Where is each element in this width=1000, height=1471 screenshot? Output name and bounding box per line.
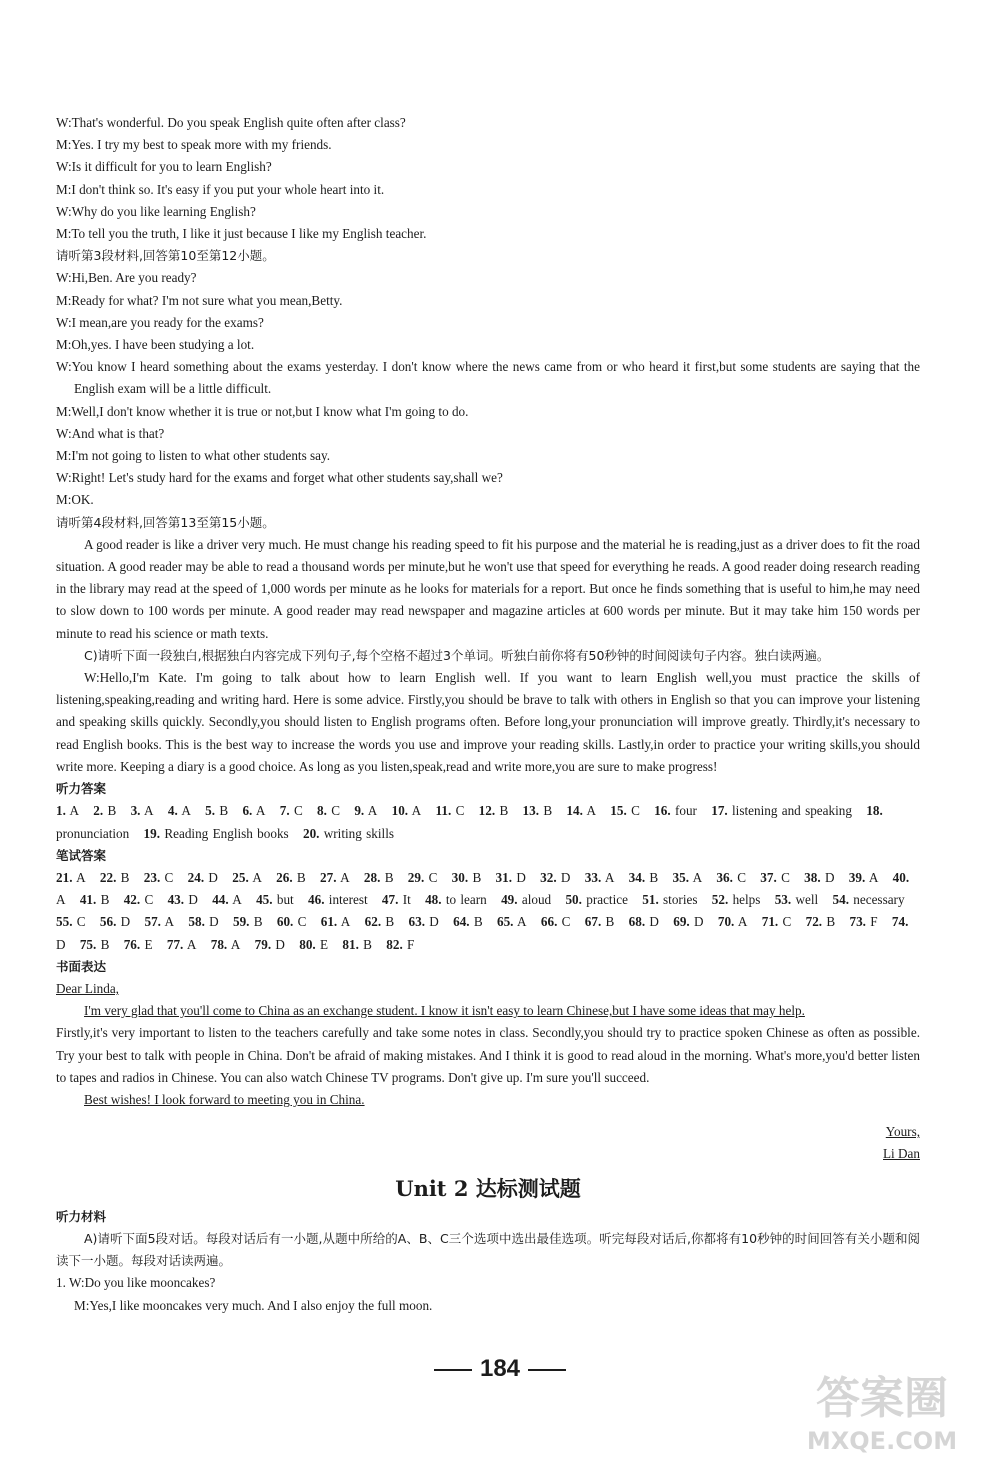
answer-value: B xyxy=(100,936,110,952)
dialogue-3 xyxy=(56,267,920,511)
answer-number: 68. xyxy=(628,914,646,930)
dialogue-line: W:That's wonderful. Do you speak English quite often after class? xyxy=(56,115,406,130)
answer-item xyxy=(277,914,307,929)
answer-number: 4. xyxy=(167,803,178,819)
answer-item xyxy=(804,870,834,885)
answer-item xyxy=(299,937,328,952)
dialogue-1 xyxy=(56,112,920,245)
answer-value: B xyxy=(253,914,263,930)
answer-item xyxy=(849,870,879,885)
answer-number: 31. xyxy=(495,869,513,885)
answer-item xyxy=(131,803,154,818)
answer-value: D xyxy=(56,936,66,952)
answer-item xyxy=(354,803,377,818)
answer-item xyxy=(364,870,394,885)
answer-item xyxy=(453,914,483,929)
answer-item xyxy=(188,914,218,929)
answer-value: A xyxy=(181,803,191,819)
page-number: 184 xyxy=(479,1355,521,1382)
answer-item xyxy=(629,870,659,885)
answer-item xyxy=(93,803,116,818)
page-number-dash-left xyxy=(434,1369,472,1371)
answer-number: 78. xyxy=(210,936,228,952)
answer-number: 5. xyxy=(205,803,216,819)
answer-item xyxy=(321,914,351,929)
answer-value: It xyxy=(402,892,411,908)
answer-number: 64. xyxy=(453,914,470,930)
watermark-logo xyxy=(782,1351,982,1461)
answer-item xyxy=(280,803,303,818)
answer-number: 66. xyxy=(540,914,558,930)
answer-number: 73. xyxy=(849,914,866,930)
answer-number: 28. xyxy=(363,869,381,885)
answer-number: 48. xyxy=(425,892,442,908)
answer-value: D xyxy=(694,914,704,930)
answer-item xyxy=(320,870,350,885)
instruction-4: 请听第4段材料,回答第13至第15小题。 xyxy=(56,514,275,530)
answer-number: 65. xyxy=(496,914,514,930)
answer-item xyxy=(629,914,659,929)
answer-item xyxy=(408,870,438,885)
answer-item xyxy=(718,914,748,929)
answer-number: 61. xyxy=(320,914,338,930)
answer-number: 58. xyxy=(188,914,205,930)
answer-number: 2. xyxy=(93,803,104,819)
answer-number: 75. xyxy=(79,936,97,952)
answer-number: 10. xyxy=(391,803,409,819)
answer-value: B xyxy=(384,869,394,885)
answer-number: 9. xyxy=(354,803,365,819)
answer-number: 18. xyxy=(866,803,883,819)
answer-item xyxy=(523,803,553,818)
answer-value: B xyxy=(120,869,130,885)
answer-value: A xyxy=(164,914,175,930)
answer-item xyxy=(833,892,905,907)
dialogue-line: W:I mean,are you ready for the exams? xyxy=(56,314,264,330)
answer-number: 8. xyxy=(317,803,327,819)
answer-number: 56. xyxy=(99,914,117,930)
answer-number: 42. xyxy=(123,892,141,908)
answer-number: 60. xyxy=(276,914,294,930)
answer-value: A xyxy=(144,803,154,819)
answer-item xyxy=(497,914,527,929)
answer-number: 17. xyxy=(711,803,728,819)
dialogue-line: W:You know I heard something about the exams yesterday. I don't know where the news came from or who heard it first,but some students are saying that the English exam will be a little difficult. xyxy=(56,359,920,397)
answer-item xyxy=(188,870,218,885)
answer-number: 24. xyxy=(187,869,205,885)
answer-item xyxy=(242,803,265,818)
unit-question-1: 1. W:Do you like mooncakes? xyxy=(56,1275,216,1291)
writing-heading: 书面表达 xyxy=(56,958,107,974)
answer-number: 74. xyxy=(891,914,909,930)
answer-number: 77. xyxy=(166,936,184,952)
dialogue-line: M:I'm not going to listen to what other students say. xyxy=(56,448,331,464)
written-answers-heading: 笔试答案 xyxy=(56,847,107,863)
answer-number: 38. xyxy=(804,869,821,885)
answer-value: B xyxy=(219,803,229,819)
answer-value: D xyxy=(649,914,659,930)
answer-number: 76. xyxy=(123,936,141,952)
unit-instruction: A)请听下面5段对话。每段对话后有一小题,从题中所给的A、B、C三个选项中选出最佳选项。听完每段对话后,你都将有10秒钟的时间回答有关小题和阅读下一小题。每段对话读两遍。 xyxy=(56,1230,920,1269)
dialogue-line: W:Hi,Ben. Are you ready? xyxy=(56,270,197,286)
dialogue-line: W:Right! Let's study hard for the exams and forget what other students say,shall we? xyxy=(56,470,503,486)
listening-answers-heading: 听力答案 xyxy=(56,781,107,797)
answer-number: 79. xyxy=(254,936,272,952)
answer-item xyxy=(56,870,86,885)
answer-value: A xyxy=(56,892,66,908)
answer-item xyxy=(168,892,198,907)
answer-item xyxy=(760,870,790,885)
instruction-c: C)请听下面一段独白,根据独白内容完成下列句子,每个空格不超过3个单词。听独白前你将有50秒钟的时间阅读句子内容。独白读两遍。 xyxy=(84,647,830,663)
dialogue-line: W:And what is that? xyxy=(56,425,165,441)
answer-value: to learn xyxy=(445,892,487,908)
answer-value: B xyxy=(472,869,482,885)
answer-value: A xyxy=(232,892,242,908)
answer-number: 3. xyxy=(130,803,141,819)
answer-value: B xyxy=(649,869,659,885)
answer-item xyxy=(425,892,487,907)
answer-item xyxy=(80,937,110,952)
answer-value: listening and speaking xyxy=(732,803,852,819)
answer-number: 32. xyxy=(540,869,557,885)
answer-item xyxy=(585,870,615,885)
answer-value: C xyxy=(331,803,341,819)
answer-number: 50. xyxy=(565,892,582,908)
letter-opening: I'm very glad that you'll come to China as an exchange student. I know it isn't easy to learn Chinese,but I have some ideas that may help. xyxy=(84,1003,805,1019)
answer-value: D xyxy=(824,869,835,885)
answer-item xyxy=(452,870,482,885)
answer-item xyxy=(144,914,174,929)
answer-item xyxy=(501,892,551,907)
answer-item xyxy=(565,892,628,907)
answer-value: C xyxy=(428,869,438,885)
answer-number: 41. xyxy=(79,892,97,908)
answer-item xyxy=(167,937,197,952)
answer-value: Reading English books xyxy=(164,825,289,841)
letter-body: Firstly,it's very important to listen to the teachers carefully and take some notes in class. Secondly,you should try to practice spoken Chinese as often as possible. Try your best to talk with people in China. Don't be afraid of making mistakes. And I think it is good to read aloud in the morning. What's more,you'd better listen to tapes and radios in Chinese. You can also watch Chinese TV programs. Don't give up. I'm sure you'll succeed. xyxy=(56,1025,920,1085)
instruction-3: 请听第3段材料,回答第10至第12小题。 xyxy=(56,248,275,264)
answer-number: 59. xyxy=(232,914,250,930)
answer-item xyxy=(255,937,285,952)
answer-value: A xyxy=(411,803,422,819)
answer-item xyxy=(56,914,86,929)
answer-number: 11. xyxy=(435,803,452,819)
answer-value: A xyxy=(186,936,197,952)
answer-number: 27. xyxy=(320,869,337,885)
letter xyxy=(56,978,920,1166)
answer-item xyxy=(144,870,174,885)
answer-value: B xyxy=(363,936,372,952)
answer-value: D xyxy=(188,892,198,908)
answer-number: 47. xyxy=(381,892,399,908)
answer-item xyxy=(654,803,697,818)
answer-number: 80. xyxy=(299,936,316,952)
answer-number: 30. xyxy=(451,869,469,885)
answer-number: 16. xyxy=(654,803,671,819)
answer-value: F xyxy=(407,936,415,952)
watermark-cn: 答案圈 xyxy=(816,1373,948,1424)
answer-value: A xyxy=(230,936,241,952)
letter-sign-yours: Yours, xyxy=(885,1124,920,1140)
answer-number: 37. xyxy=(760,869,777,885)
answer-value: A xyxy=(692,869,703,885)
letter-greeting: Dear Linda, xyxy=(56,980,119,996)
answer-value: pronunciation xyxy=(56,825,130,841)
answer-number: 52. xyxy=(711,892,729,908)
answer-item xyxy=(673,914,703,929)
answer-number: 12. xyxy=(478,803,496,819)
answer-number: 71. xyxy=(761,914,779,930)
passage-4: A good reader is like a driver very much. He must change his reading speed to fit his purpose and the material he is reading,just as a driver does to fit the road situation. A good reader may be able to read a thousand words per minute,but he won't use that speed for everything he reads. A good reader doing research reading in the library may read at the speed of 1,000 words per minute as he looks for materials for a report. But once he finds something that is useful to him,he may need to slow down to 100 words per minute. A good reader may read newspaper and magazine articles at 600 words per minute. But it may take him 150 words per minute to read his science or math texts. xyxy=(56,536,920,641)
answer-value: A xyxy=(340,869,350,885)
answer-value: B xyxy=(543,803,553,819)
answer-value: B xyxy=(385,914,395,930)
answer-number: 7. xyxy=(279,803,290,819)
answer-item xyxy=(256,892,294,907)
answer-value: B xyxy=(100,892,110,908)
answer-number: 69. xyxy=(673,914,690,930)
answer-item xyxy=(317,803,340,818)
answer-number: 23. xyxy=(143,869,161,885)
monologue: W:Hello,I'm Kate. I'm going to talk about how to learn English well. If you want to learn English well,you must practice the skills of listening,speaking,reading and writing hard. Here is some advice. Firstly,you should be brave to talk with others in English so that you can improve your listening and speaking skills quickly. Secondly,you should listen to English programs often. Before long,your pronunciation will improve greatly. Thirdly,it's necessary to read English books. This is the best way to increase the words you use and improve your reading skills. Lastly,in order to practice your writing skills,you should write more. Keeping a diary is a good choice. As long as you listen,speak,read and write more,you are sure to make progress! xyxy=(56,670,920,774)
letter-closing: Best wishes! I look forward to meeting you in China. xyxy=(84,1091,365,1107)
answer-item xyxy=(849,914,877,929)
answer-value: B xyxy=(499,803,509,819)
answer-item xyxy=(806,914,836,929)
answer-value: F xyxy=(870,914,878,930)
answer-value: practice xyxy=(586,892,628,908)
dialogue-line: W:Is it difficult for you to learn English? xyxy=(56,159,272,175)
answer-number: 62. xyxy=(364,914,382,930)
answer-value: C xyxy=(455,803,465,819)
answer-item xyxy=(762,914,792,929)
answer-number: 54. xyxy=(832,892,849,908)
answer-item xyxy=(212,892,242,907)
letter-sign-name: Li Dan xyxy=(883,1146,920,1162)
answer-value: C xyxy=(561,914,571,930)
answer-value: C xyxy=(631,803,640,819)
answer-value: aloud xyxy=(521,892,552,908)
unit-question-1-reply: M:Yes,I like mooncakes very much. And I also enjoy the full moon. xyxy=(74,1297,433,1313)
answer-item xyxy=(211,937,241,952)
answer-value: A xyxy=(517,914,527,930)
unit-heading: 听力材料 xyxy=(56,1208,107,1224)
answer-number: 6. xyxy=(242,803,253,819)
answer-value: C xyxy=(144,892,154,908)
answer-value: D xyxy=(560,869,571,885)
answer-number: 22. xyxy=(99,869,117,885)
answer-item xyxy=(392,803,422,818)
dialogue-line: M:To tell you the truth, I like it just because I like my English teacher. xyxy=(56,226,427,242)
answer-number: 40. xyxy=(892,869,910,885)
answer-item xyxy=(716,870,746,885)
answer-value: C xyxy=(781,869,790,885)
answer-number: 35. xyxy=(672,869,689,885)
answer-number: 55. xyxy=(56,914,73,930)
answer-number: 81. xyxy=(342,936,359,952)
answer-number: 45. xyxy=(256,892,273,908)
answer-item xyxy=(566,803,596,818)
answer-item xyxy=(642,892,697,907)
answer-value: necessary xyxy=(853,892,905,908)
answer-item xyxy=(276,870,306,885)
answer-value: A xyxy=(340,914,351,930)
answer-number: 46. xyxy=(308,892,325,908)
answer-number: 70. xyxy=(717,914,735,930)
dialogue-line: M:Ready for what? I'm not sure what you mean,Betty. xyxy=(56,292,343,308)
answer-value: D xyxy=(208,869,218,885)
listening-answers xyxy=(56,800,920,844)
answer-value: helps xyxy=(732,892,761,908)
answer-number: 57. xyxy=(144,914,161,930)
answer-number: 51. xyxy=(642,892,659,908)
answer-value: D xyxy=(275,936,285,952)
page-number-dash-right xyxy=(528,1369,566,1371)
answer-value: B xyxy=(605,914,615,930)
answer-value: A xyxy=(586,803,596,819)
answer-item xyxy=(342,937,372,952)
answer-item xyxy=(673,870,703,885)
dialogue-line: M:Yes. I try my best to speak more with my friends. xyxy=(56,137,332,153)
answer-item xyxy=(540,870,570,885)
dialogue-line: M:OK. xyxy=(56,492,94,508)
answer-item xyxy=(100,870,130,885)
answer-item xyxy=(711,803,852,818)
unit-title: Unit 2 达标测试题 xyxy=(395,1175,581,1201)
answer-number: 29. xyxy=(407,869,425,885)
answer-item xyxy=(124,937,153,952)
answer-value: B xyxy=(107,803,117,819)
answer-number: 26. xyxy=(276,869,293,885)
answer-value: C xyxy=(164,869,174,885)
answer-item xyxy=(775,892,819,907)
dialogue-line: M:Well,I don't know whether it is true or not,but I know what I'm going to do. xyxy=(56,403,469,419)
answer-number: 20. xyxy=(302,825,320,841)
answer-value: B xyxy=(826,914,836,930)
answer-value: B xyxy=(473,914,483,930)
answer-item xyxy=(436,803,465,818)
answer-item xyxy=(308,892,368,907)
answer-item xyxy=(56,803,79,818)
answer-item xyxy=(365,914,395,929)
answer-number: 15. xyxy=(610,803,627,819)
answer-number: 36. xyxy=(716,869,733,885)
answer-number: 14. xyxy=(566,803,583,819)
answer-value: C xyxy=(297,914,307,930)
answer-item xyxy=(100,914,130,929)
answer-number: 19. xyxy=(143,825,161,841)
answer-value: but xyxy=(276,892,294,908)
dialogue-line: M:I don't think so. It's easy if you put your whole heart into it. xyxy=(56,181,385,197)
answer-item xyxy=(585,914,615,929)
answer-item xyxy=(479,803,509,818)
answer-number: 25. xyxy=(232,869,249,885)
answer-value: interest xyxy=(328,892,368,908)
answer-value: writing skills xyxy=(323,825,395,841)
answer-value: D xyxy=(516,869,526,885)
answer-value: E xyxy=(320,936,329,952)
answer-item xyxy=(712,892,761,907)
answer-item xyxy=(496,870,526,885)
answer-item xyxy=(80,892,110,907)
answer-item xyxy=(303,826,394,841)
answer-number: 33. xyxy=(584,869,602,885)
answer-value: A xyxy=(76,869,86,885)
written-answers xyxy=(56,867,920,956)
answer-number: 49. xyxy=(501,892,518,908)
answer-value: B xyxy=(296,869,306,885)
answer-number: 34. xyxy=(628,869,646,885)
answer-number: 44. xyxy=(212,892,229,908)
answer-value: four xyxy=(674,803,697,819)
answer-value: A xyxy=(255,803,266,819)
answer-number: 53. xyxy=(774,892,792,908)
answer-value: D xyxy=(429,914,439,930)
answer-value: C xyxy=(76,914,86,930)
answer-value: A xyxy=(252,869,262,885)
answer-number: 67. xyxy=(584,914,602,930)
answer-item xyxy=(233,914,263,929)
answer-number: 63. xyxy=(408,914,425,930)
answer-value: C xyxy=(737,869,746,885)
answer-value: stories xyxy=(663,892,698,908)
answer-value: A xyxy=(69,803,79,819)
answer-item xyxy=(232,870,262,885)
answer-value: D xyxy=(209,914,219,930)
watermark-url: MXQE.COM xyxy=(806,1427,958,1455)
answer-number: 43. xyxy=(167,892,185,908)
answer-item xyxy=(382,892,411,907)
answer-item xyxy=(144,826,289,841)
answer-number: 72. xyxy=(805,914,823,930)
answer-item xyxy=(205,803,228,818)
answer-value: A xyxy=(868,869,879,885)
answer-number: 39. xyxy=(848,869,866,885)
page-content xyxy=(56,112,920,1317)
answer-value: D xyxy=(120,914,131,930)
answer-item xyxy=(610,803,640,818)
answer-number: 13. xyxy=(522,803,540,819)
dialogue-line: W:Why do you like learning English? xyxy=(56,203,256,219)
answer-value: C xyxy=(782,914,792,930)
dialogue-line: M:Oh,yes. I have been studying a lot. xyxy=(56,337,255,353)
answer-item xyxy=(386,937,414,952)
answer-value: A xyxy=(737,914,748,930)
answer-item xyxy=(409,914,439,929)
answer-value: well xyxy=(795,892,819,908)
answer-number: 82. xyxy=(386,936,403,952)
answer-item xyxy=(541,914,571,929)
answer-number: 21. xyxy=(56,869,73,885)
answer-item xyxy=(168,803,191,818)
answer-value: E xyxy=(144,936,153,952)
answer-value: C xyxy=(293,803,303,819)
answer-value: A xyxy=(604,869,615,885)
answer-number: 1. xyxy=(56,803,66,819)
answer-value: A xyxy=(367,803,378,819)
answer-item xyxy=(124,892,154,907)
